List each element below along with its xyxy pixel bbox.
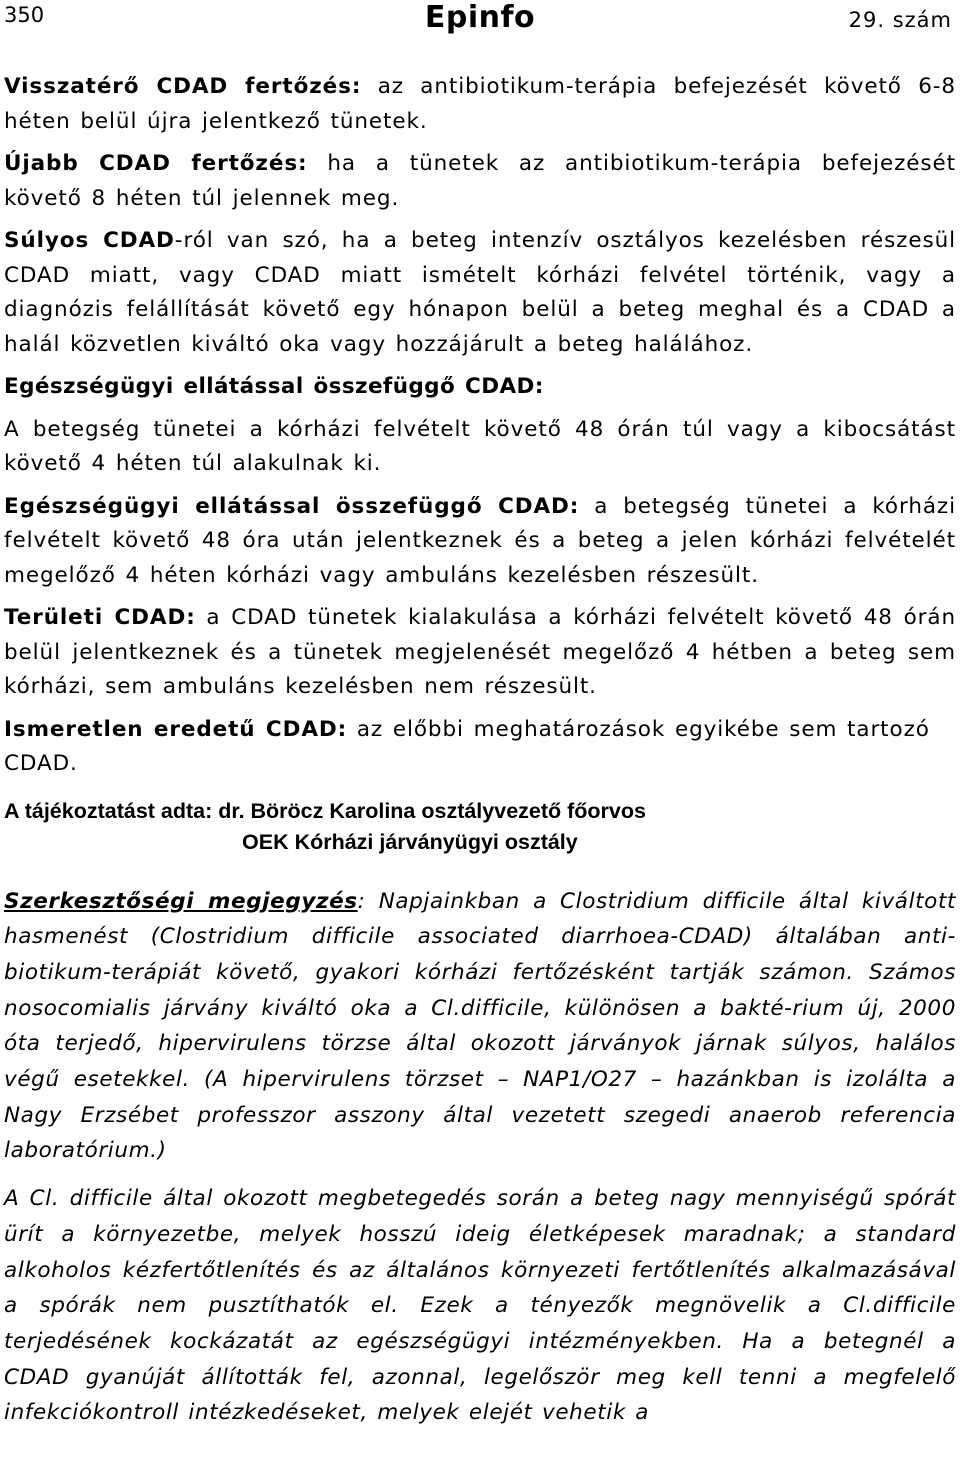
definition-new-infection [4,147,956,216]
note-text-1: : Napjainkban a Clostridium difficile által kiváltott hasmenést (Clostridium difficile associated diarrhoea-CDAD) általában anti-biotikum-terápiát követő, gyakori kórházi fertőzésként tartják számon. Számos nosocomialis járvány kiváltó oka a Cl.difficile, különösen a bakté-rium új, 2000 óta terjedő, hipervirulens törzse által okozott járványok járnak súlyos, halálos végű esetekkel. (A hipervirulens törzset – NAP1/O27 – hazánkban is izolálta a Nagy Erzsébet professzor asszony által vezetett szegedi anaerob referencia laboratórium.) [4,888,956,1164]
page-number: 350 [4,3,45,27]
text-community: a CDAD tünetek kialakulása a kórházi felvételt követő 48 órán belül jelentkeznek és a tünetek megjelenését megelőző 4 hétben a beteg sem kórházi, sem ambuláns kezelésben nem részesült. [4,605,956,699]
definition-community [4,601,956,705]
definition-severe [4,224,956,362]
text-severe: -ról van szó, ha a beteg intenzív osztályos kezelésben részesül CDAD miatt, vagy CDAD miatt ismételt kórházi felvétel történik, vagy a diagnózis felállítását követő egy hónapon belül a beteg meghal és a CDAD a halál közvetlen kiváltó oka vagy hozzájárult a beteg halálához. [4,228,956,357]
article-body [4,70,956,1431]
issue-number: 29. szám [848,8,952,32]
term-community: Területi CDAD: [4,605,196,630]
term-severe: Súlyos CDAD [4,228,175,253]
credit-line-2: OEK Kórházi járványügyi osztály [242,829,578,854]
text-recurrent: az antibiotikum-terápia befejezését követő 6-8 héten belül újra jelentkező tünetek. [4,74,957,134]
term-new-infection: Újabb CDAD fertőzés: [4,151,308,176]
text-new-infection: ha a tünetek az antibiotikum-terápia befejezését követő 8 héten túl jelennek meg. [4,151,956,211]
definition-unknown-origin [4,713,956,782]
text-healthcare-associated: A betegség tünetei a kórházi felvételt követő 48 órán túl vagy a kibocsátást követő 4 héten túl alakulnak ki. [4,416,956,476]
term-recurrent: Visszatérő CDAD fertőzés: [4,74,362,99]
text-healthcare-associated-2: a betegség tünetei a kórházi felvételt követő 48 óra után jelentkeznek és a beteg a jelen kórházi felvételét megelőző 4 héten kórházi vagy ambuláns kezelésben részesült. [4,493,956,588]
definition-healthcare-associated-2 [4,490,956,594]
text-unknown-origin: az előbbi meghatározások egyikébe sem tartozó CDAD. [4,716,930,776]
term-healthcare-associated-2: Egészségügyi ellátással összefüggő CDAD: [4,493,580,519]
note-paragraph-1 [4,884,956,1170]
heading-healthcare-associated: Egészségügyi ellátással összefüggő CDAD: [4,374,544,399]
credit-line-1: A tájékoztatást adta: dr. Böröcz Karolina osztályvezető főorvos [4,798,646,823]
definition-recurrent [4,70,956,139]
editorial-note [4,884,956,1432]
page-header [0,0,960,40]
note-lead: Szerkesztőségi megjegyzés [4,888,358,914]
term-unknown-origin: Ismeretlen eredetű CDAD: [4,716,348,742]
note-paragraph-2: A Cl. difficile által okozott megbetegedés során a beteg nagy mennyiségű spórát ürít a környezetbe, melyek hosszú ideig életképesek maradnak; a standard alkoholos kézfertőtlenítés és az általános környezeti fertőtlenítés alkalmazásával a spórák nem pusztíthatók el. Ezek a tényezők megnövelik a Cl.difficile terjedésének kockázatát az egészségügyi intézményekben. Ha a betegnél a CDAD gyanúját állították fel, azonnal, legelőször meg kell tenni a megfelelő infekciókontroll intézkedéseket, melyek elejét vehetik a [4,1186,956,1426]
journal-logo: Epinfo [424,0,536,35]
